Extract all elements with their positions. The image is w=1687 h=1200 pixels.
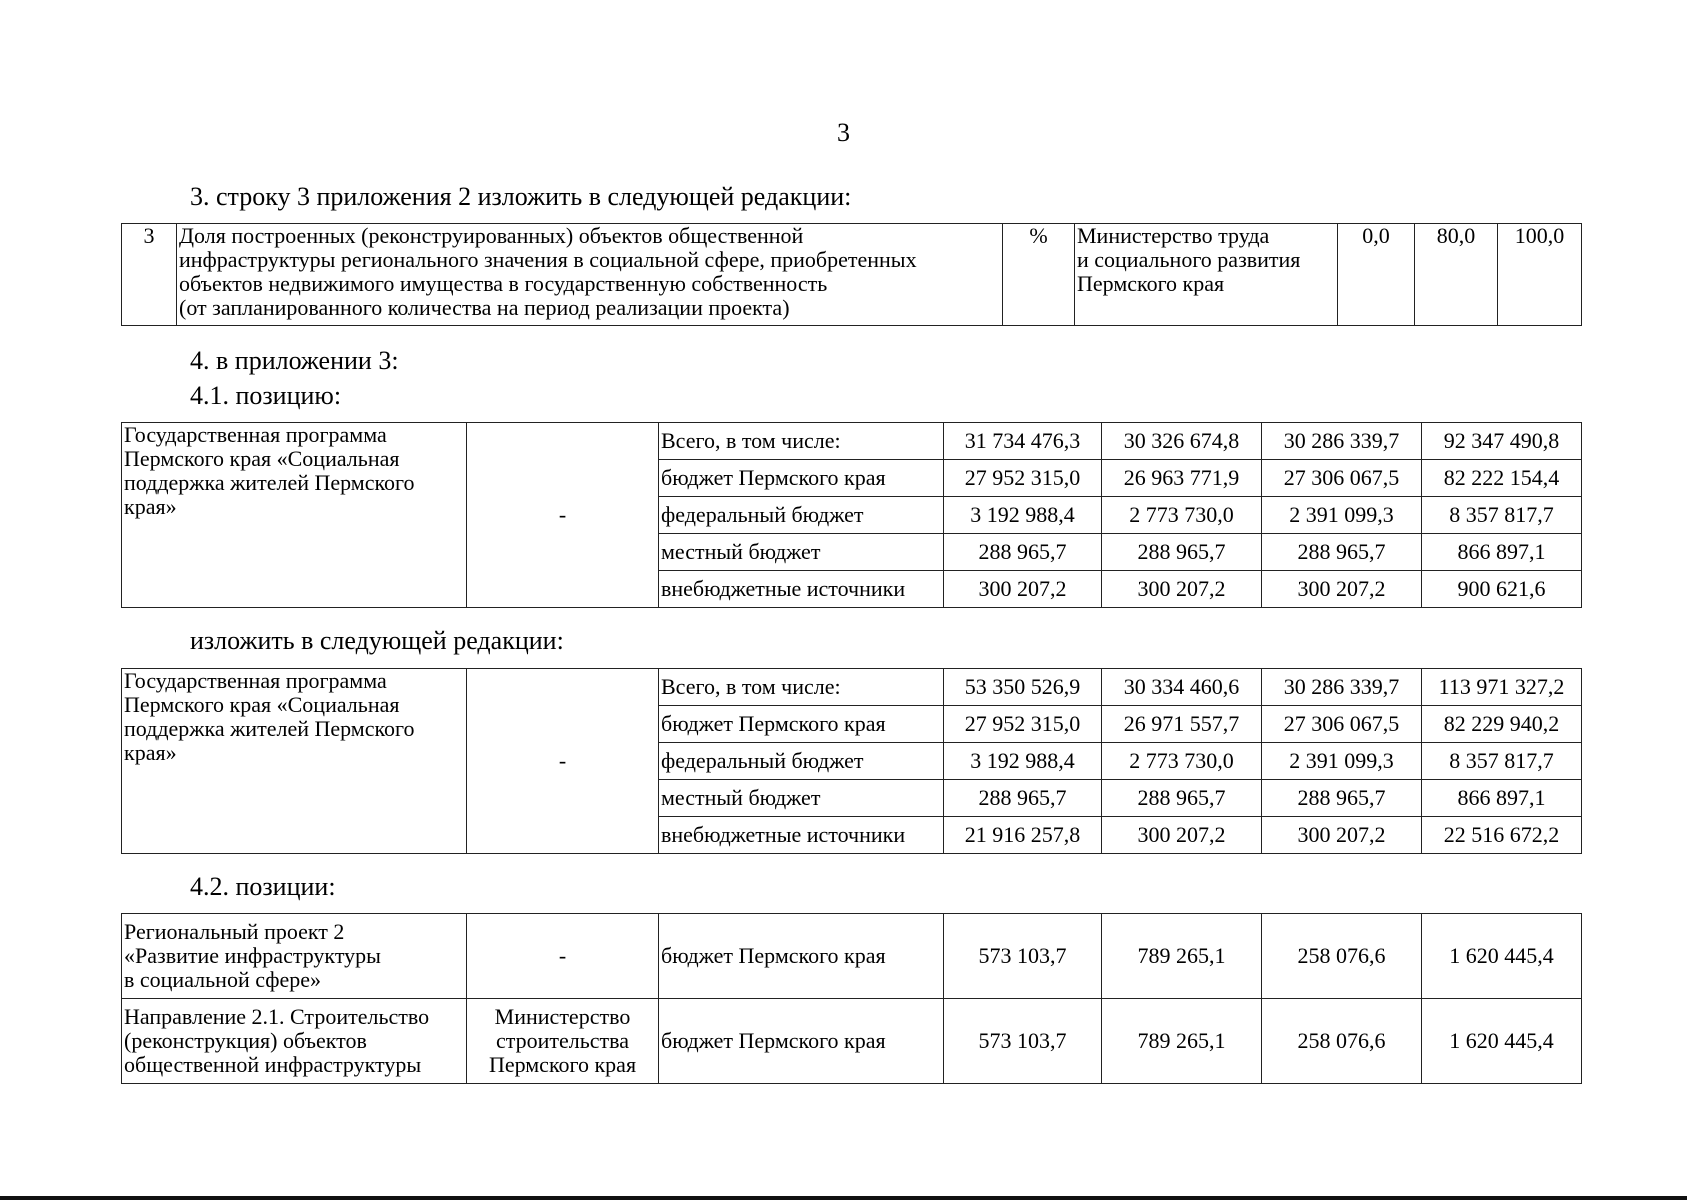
amount-cell: 300 207,2 bbox=[1262, 571, 1422, 608]
funding-source: бюджет Пермского края bbox=[659, 914, 944, 999]
indicator-value-3: 100,0 bbox=[1498, 224, 1582, 326]
section-4-1-heading: 4.1. позицию: bbox=[190, 381, 342, 410]
funding-source: бюджет Пермского края bbox=[659, 999, 944, 1084]
funding-source: федеральный бюджет bbox=[659, 743, 944, 780]
amount-cell: 30 326 674,8 bbox=[1102, 423, 1262, 460]
amount-cell: 30 334 460,6 bbox=[1102, 669, 1262, 706]
amount-cell: 2 773 730,0 bbox=[1102, 743, 1262, 780]
responsible-line: Министерство труда bbox=[1077, 223, 1270, 248]
amount-cell: 300 207,2 bbox=[1102, 817, 1262, 854]
direction-name-line: Направление 2.1. Строительство bbox=[124, 1004, 430, 1029]
funding-source: Всего, в том числе: bbox=[659, 423, 944, 460]
project-name-line: Региональный проект 2 bbox=[124, 919, 345, 944]
amount-cell: 30 286 339,7 bbox=[1262, 669, 1422, 706]
program-table-new bbox=[121, 668, 1582, 854]
amount-cell: 288 965,7 bbox=[1262, 534, 1422, 571]
amount-cell: 288 965,7 bbox=[944, 780, 1102, 817]
amount-cell: 288 965,7 bbox=[1102, 780, 1262, 817]
amount-cell: 300 207,2 bbox=[1102, 571, 1262, 608]
program-name bbox=[122, 423, 467, 608]
amount-cell: 789 265,1 bbox=[1102, 914, 1262, 999]
indicator-value-1: 0,0 bbox=[1338, 224, 1415, 326]
funding-source: Всего, в том числе: bbox=[659, 669, 944, 706]
indicator-description bbox=[177, 224, 1003, 326]
project-executor: - bbox=[467, 914, 659, 999]
amount-cell: 1 620 445,4 bbox=[1422, 914, 1582, 999]
funding-source: внебюджетные источники bbox=[659, 571, 944, 608]
project-name-line: «Развитие инфраструктуры bbox=[124, 943, 381, 968]
direction-name bbox=[122, 999, 467, 1084]
indicator-responsible bbox=[1075, 224, 1338, 326]
amount-cell: 573 103,7 bbox=[944, 914, 1102, 999]
direction-name-line: общественной инфраструктуры bbox=[124, 1052, 422, 1077]
amount-cell: 27 952 315,0 bbox=[944, 460, 1102, 497]
program-name-line: Государственная программа bbox=[124, 422, 387, 447]
indicator-table bbox=[121, 223, 1582, 326]
amount-cell: 30 286 339,7 bbox=[1262, 423, 1422, 460]
program-name-line: края» bbox=[124, 494, 177, 519]
amount-cell: 27 306 067,5 bbox=[1262, 460, 1422, 497]
amount-cell: 900 621,6 bbox=[1422, 571, 1582, 608]
amount-cell: 300 207,2 bbox=[944, 571, 1102, 608]
funding-source: бюджет Пермского края bbox=[659, 460, 944, 497]
indicator-value-2: 80,0 bbox=[1415, 224, 1498, 326]
program-name-line: Пермского края «Социальная bbox=[124, 446, 400, 471]
indicator-description-line: инфраструктуры регионального значения в социальной сфере, приобретенных bbox=[179, 247, 917, 272]
program-name-line: поддержка жителей Пермского bbox=[124, 470, 415, 495]
amount-cell: 288 965,7 bbox=[1262, 780, 1422, 817]
amount-cell: 866 897,1 bbox=[1422, 534, 1582, 571]
executor-line: Министерство bbox=[494, 1004, 631, 1029]
section-4-heading: 4. в приложении 3: bbox=[190, 346, 399, 375]
amount-cell: 866 897,1 bbox=[1422, 780, 1582, 817]
amount-cell: 31 734 476,3 bbox=[944, 423, 1102, 460]
amount-cell: 27 952 315,0 bbox=[944, 706, 1102, 743]
section-3-heading: 3. строку 3 приложения 2 изложить в следующей редакции: bbox=[190, 182, 852, 211]
program-name bbox=[122, 669, 467, 854]
direction-name-line: (реконструкция) объектов bbox=[124, 1028, 367, 1053]
amount-cell: 113 971 327,2 bbox=[1422, 669, 1582, 706]
indicator-unit: % bbox=[1003, 224, 1075, 326]
executor-line: строительства bbox=[495, 1028, 630, 1053]
amount-cell: 8 357 817,7 bbox=[1422, 497, 1582, 534]
amount-cell: 22 516 672,2 bbox=[1422, 817, 1582, 854]
amount-cell: 2 391 099,3 bbox=[1262, 497, 1422, 534]
project-name bbox=[122, 914, 467, 999]
amount-cell: 1 620 445,4 bbox=[1422, 999, 1582, 1084]
amount-cell: 82 222 154,4 bbox=[1422, 460, 1582, 497]
amount-cell: 288 965,7 bbox=[944, 534, 1102, 571]
direction-executor bbox=[467, 999, 659, 1084]
program-name-line: края» bbox=[124, 740, 177, 765]
amount-cell: 3 192 988,4 bbox=[944, 743, 1102, 780]
amount-cell: 26 963 771,9 bbox=[1102, 460, 1262, 497]
amount-cell: 789 265,1 bbox=[1102, 999, 1262, 1084]
program-name-line: Государственная программа bbox=[124, 668, 387, 693]
program-name-line: поддержка жителей Пермского bbox=[124, 716, 415, 741]
funding-source: бюджет Пермского края bbox=[659, 706, 944, 743]
amount-cell: 2 773 730,0 bbox=[1102, 497, 1262, 534]
indicator-description-line: Доля построенных (реконструированных) объектов общественной bbox=[179, 223, 804, 248]
page-number: 3 bbox=[837, 118, 850, 147]
amount-cell: 288 965,7 bbox=[1102, 534, 1262, 571]
indicator-description-line: объектов недвижимого имущества в государственную собственность bbox=[179, 271, 828, 296]
program-executor: - bbox=[467, 669, 659, 854]
amount-cell: 26 971 557,7 bbox=[1102, 706, 1262, 743]
amount-cell: 92 347 490,8 bbox=[1422, 423, 1582, 460]
section-4-2-heading: 4.2. позиции: bbox=[190, 872, 336, 901]
program-name-line: Пермского края «Социальная bbox=[124, 692, 400, 717]
funding-source: местный бюджет bbox=[659, 780, 944, 817]
program-table-old bbox=[121, 422, 1582, 608]
amount-cell: 300 207,2 bbox=[1262, 817, 1422, 854]
amount-cell: 2 391 099,3 bbox=[1262, 743, 1422, 780]
project-name-line: в социальной сфере» bbox=[124, 967, 322, 992]
amount-cell: 53 350 526,9 bbox=[944, 669, 1102, 706]
replace-heading: изложить в следующей редакции: bbox=[190, 626, 564, 655]
amount-cell: 3 192 988,4 bbox=[944, 497, 1102, 534]
scan-edge-line bbox=[0, 1196, 1687, 1200]
amount-cell: 573 103,7 bbox=[944, 999, 1102, 1084]
responsible-line: и социального развития bbox=[1077, 247, 1301, 272]
positions-table bbox=[121, 913, 1582, 1084]
indicator-description-line: (от запланированного количества на период реализации проекта) bbox=[179, 295, 790, 320]
funding-source: федеральный бюджет bbox=[659, 497, 944, 534]
indicator-number: 3 bbox=[122, 224, 177, 326]
amount-cell: 258 076,6 bbox=[1262, 999, 1422, 1084]
amount-cell: 8 357 817,7 bbox=[1422, 743, 1582, 780]
executor-line: Пермского края bbox=[488, 1052, 637, 1077]
responsible-line: Пермского края bbox=[1077, 271, 1225, 296]
amount-cell: 27 306 067,5 bbox=[1262, 706, 1422, 743]
funding-source: внебюджетные источники bbox=[659, 817, 944, 854]
amount-cell: 21 916 257,8 bbox=[944, 817, 1102, 854]
amount-cell: 82 229 940,2 bbox=[1422, 706, 1582, 743]
amount-cell: 258 076,6 bbox=[1262, 914, 1422, 999]
program-executor: - bbox=[467, 423, 659, 608]
funding-source: местный бюджет bbox=[659, 534, 944, 571]
